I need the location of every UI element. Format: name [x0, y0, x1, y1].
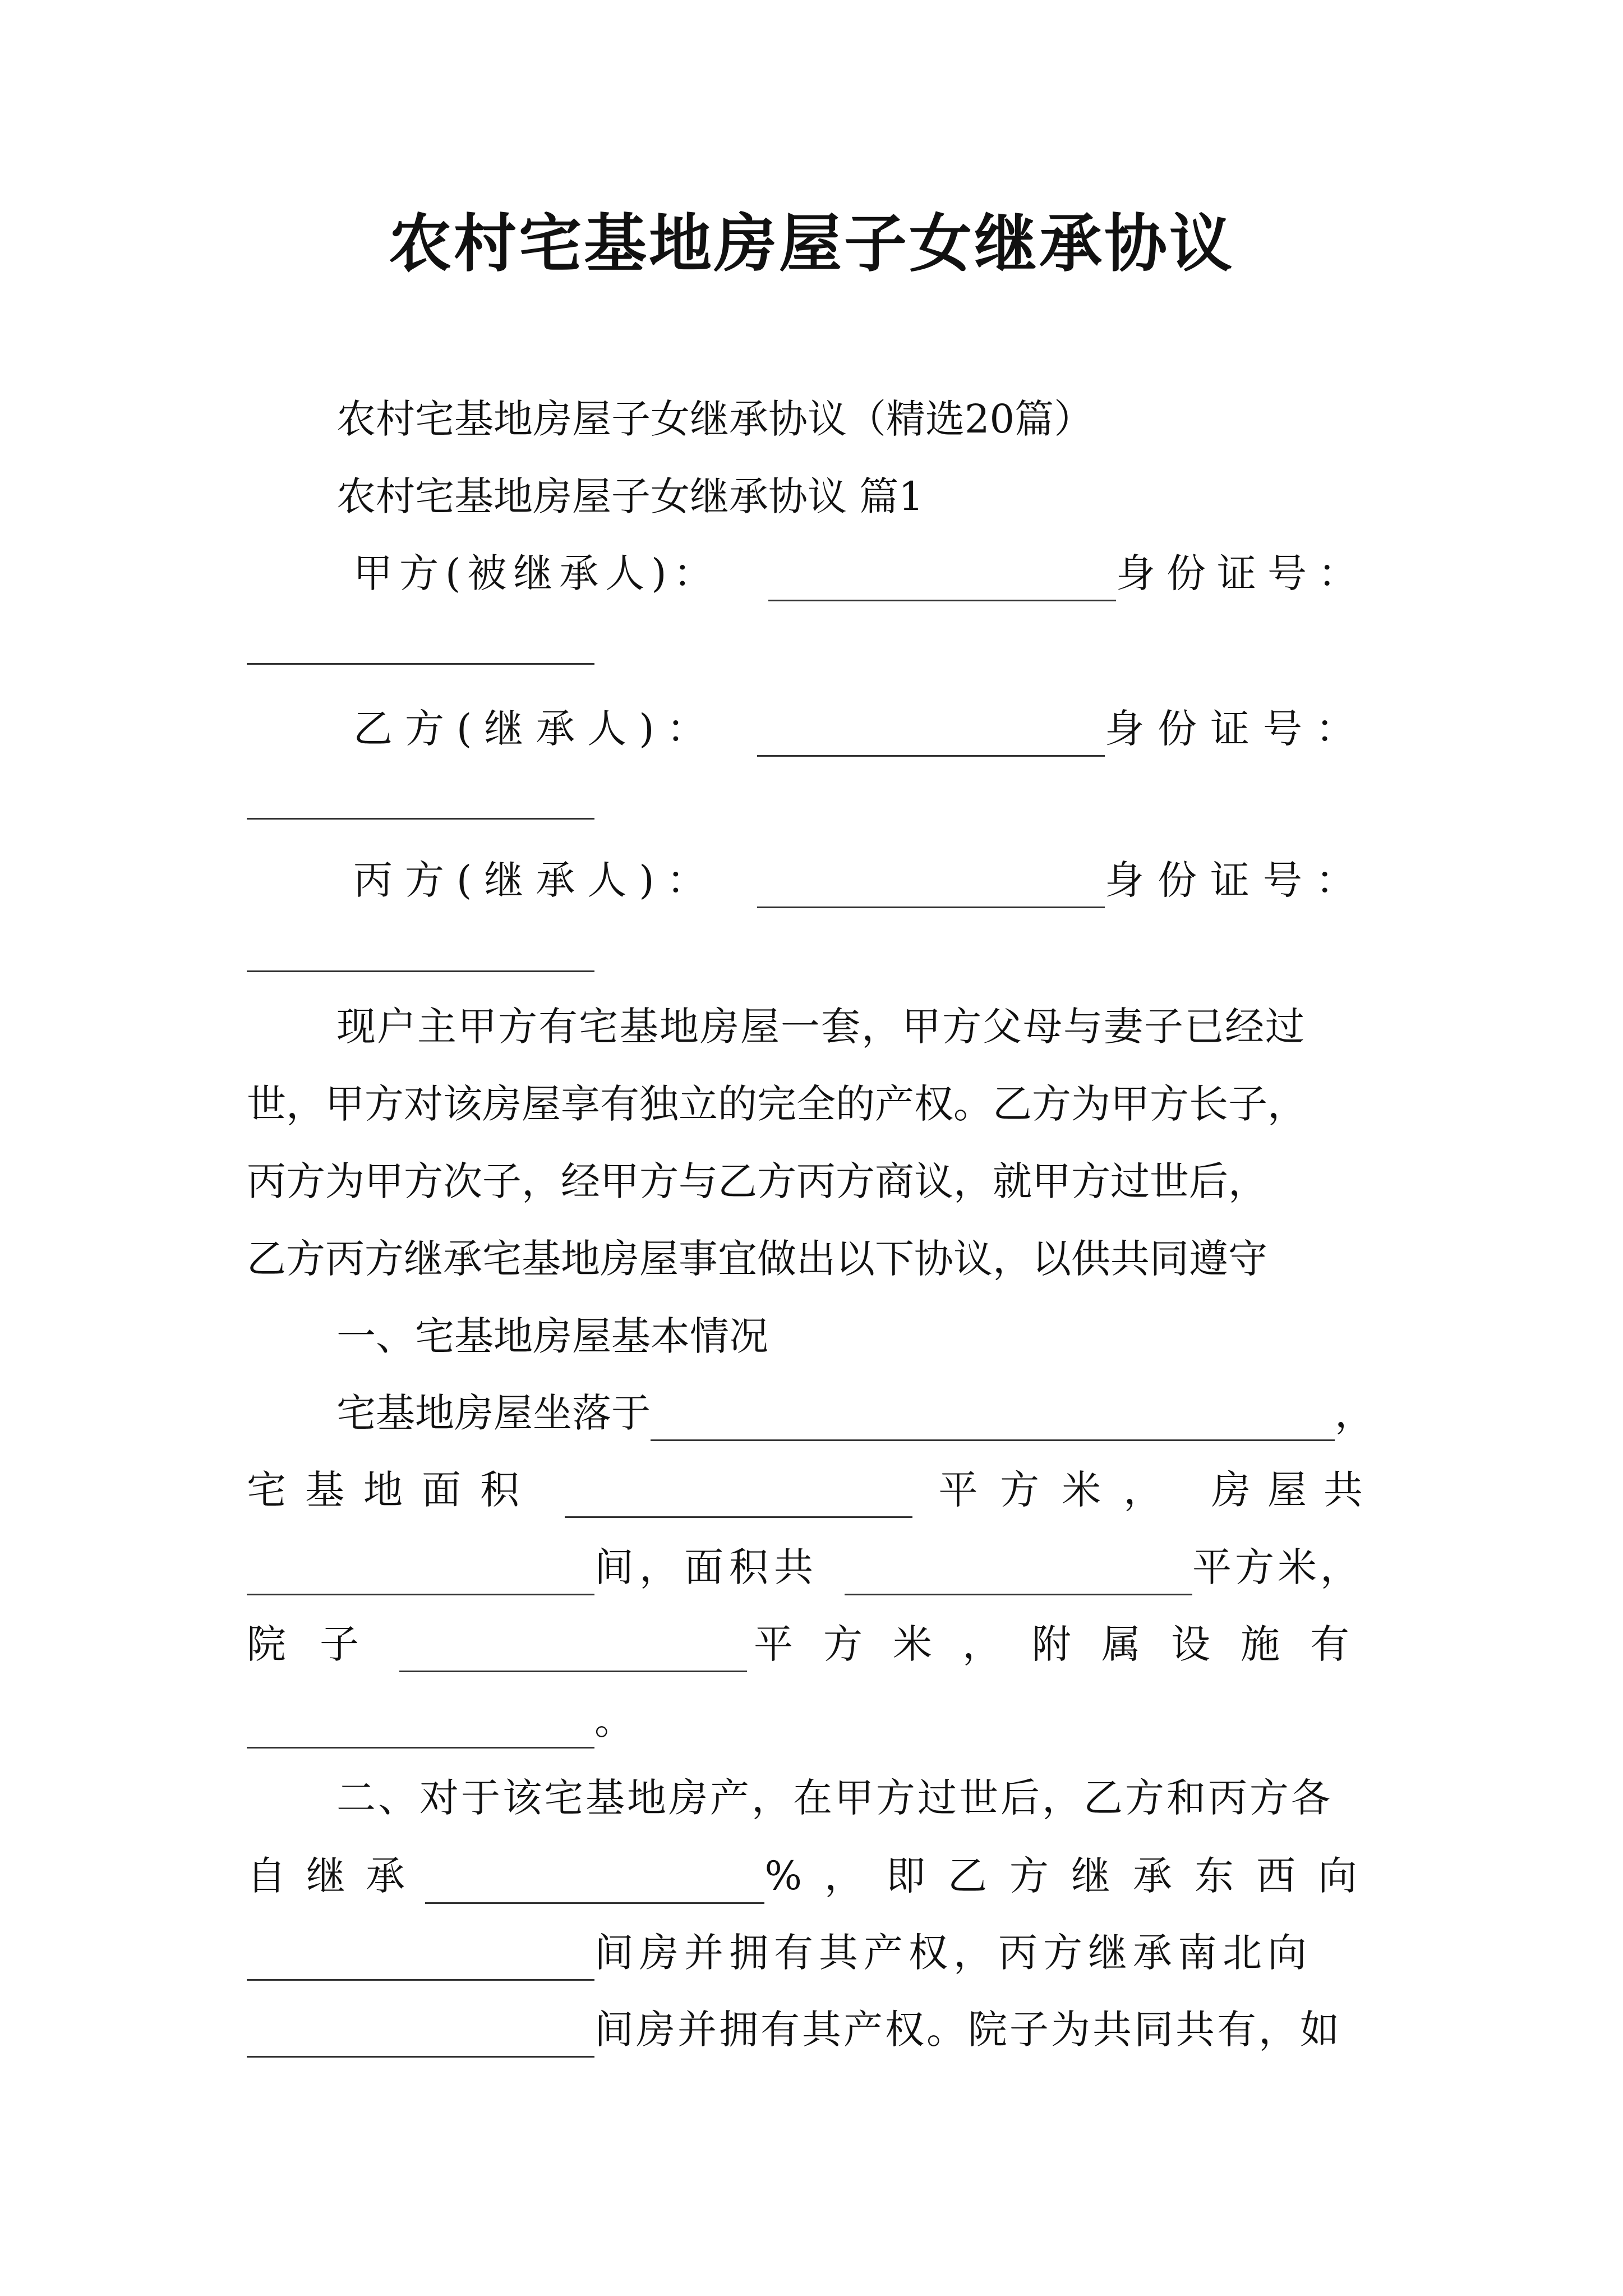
document-title: 农村宅基地房屋子女继承协议 [389, 207, 1234, 280]
each-inherit-label: 自继承 [247, 1853, 425, 1899]
yard-area-blank[interactable] [399, 1631, 747, 1672]
land-area-blank[interactable] [565, 1477, 912, 1518]
rooms-area-blank[interactable] [845, 1554, 1192, 1595]
north-south-rooms-text: 间房并拥有其产权。院子为共同共有，如 [594, 2007, 1341, 2053]
subtitle: 农村宅基地房屋子女继承协议（精选20篇） [336, 396, 1094, 442]
east-west-rooms-blank[interactable] [247, 1940, 594, 1981]
east-west-row [247, 1925, 1312, 1981]
inherit-share-row [247, 1848, 1380, 1904]
land-area-label: 宅基地面积 [247, 1467, 538, 1513]
party-c-label: 丙方(继承人)： [353, 857, 718, 903]
east-west-rooms-text: 间房并拥有其产权，丙方继承南北向 [594, 1930, 1312, 1976]
party-b-id-blank[interactable] [247, 812, 594, 820]
intro-line-3: 丙方为甲方次子，经甲方与乙方丙方商议，就甲方过世后， [247, 1158, 1267, 1204]
facilities-blank[interactable] [247, 1708, 594, 1749]
party-a-id-blank[interactable] [247, 657, 594, 665]
party-b-row [353, 701, 1368, 757]
yard-row [247, 1616, 1380, 1672]
party-a-label: 甲方(被继承人)： [353, 550, 720, 596]
yard-label: 院子 [247, 1621, 393, 1667]
location-blank[interactable] [651, 1400, 1335, 1441]
party-a-row [353, 545, 1368, 601]
chapter-heading: 农村宅基地房屋子女继承协议 篇1 [336, 473, 924, 519]
intro-line-4: 乙方丙方继承宅基地房屋事宜做出以下协议，以供共同遵守 [247, 1236, 1267, 1282]
intro-line-1: 现户主甲方有宅基地房屋一套，甲方父母与妻子已经过 [336, 1004, 1306, 1050]
location-row [336, 1385, 1374, 1441]
percent-text: %，即乙方继承东西向 [764, 1853, 1380, 1899]
section-1-heading: 一、宅基地房屋基本情况 [336, 1313, 768, 1359]
house-total-label: 房屋共 [1211, 1467, 1380, 1513]
land-area-unit: 平方米， [938, 1467, 1186, 1513]
party-c-id-label: 身份证号： [1105, 857, 1368, 903]
location-comma: ， [1335, 1390, 1374, 1436]
section-2-line-1: 二、对于该宅基地房产，在甲方过世后，乙方和丙方各 [336, 1775, 1332, 1821]
facilities-row [247, 1692, 634, 1749]
inherit-percent-blank[interactable] [425, 1863, 764, 1904]
facilities-period: 。 [594, 1697, 634, 1743]
party-b-label: 乙方(继承人)： [353, 706, 718, 752]
party-c-row [353, 852, 1368, 908]
room-count-blank[interactable] [247, 1554, 594, 1595]
north-south-rooms-blank[interactable] [247, 2017, 594, 2058]
location-label: 宅基地房屋坐落于 [336, 1390, 651, 1436]
yard-unit-facilities: 平方米，附属设施有 [754, 1621, 1380, 1667]
party-a-name-blank[interactable] [768, 560, 1116, 601]
north-south-row [247, 2001, 1341, 2058]
party-a-id-label: 身份证号： [1116, 550, 1368, 596]
rooms-area-label: 间，面积共 [594, 1544, 819, 1590]
party-c-name-blank[interactable] [757, 867, 1105, 908]
rooms-row [247, 1539, 1363, 1595]
party-b-id-label: 身份证号： [1105, 706, 1368, 752]
rooms-area-unit: 平方米， [1192, 1544, 1363, 1590]
party-b-name-blank[interactable] [757, 716, 1105, 757]
intro-line-2: 世，甲方对该房屋享有独立的完全的产权。乙方为甲方长子， [247, 1081, 1307, 1127]
party-c-id-blank[interactable] [247, 965, 594, 972]
land-area-row [247, 1462, 1380, 1518]
